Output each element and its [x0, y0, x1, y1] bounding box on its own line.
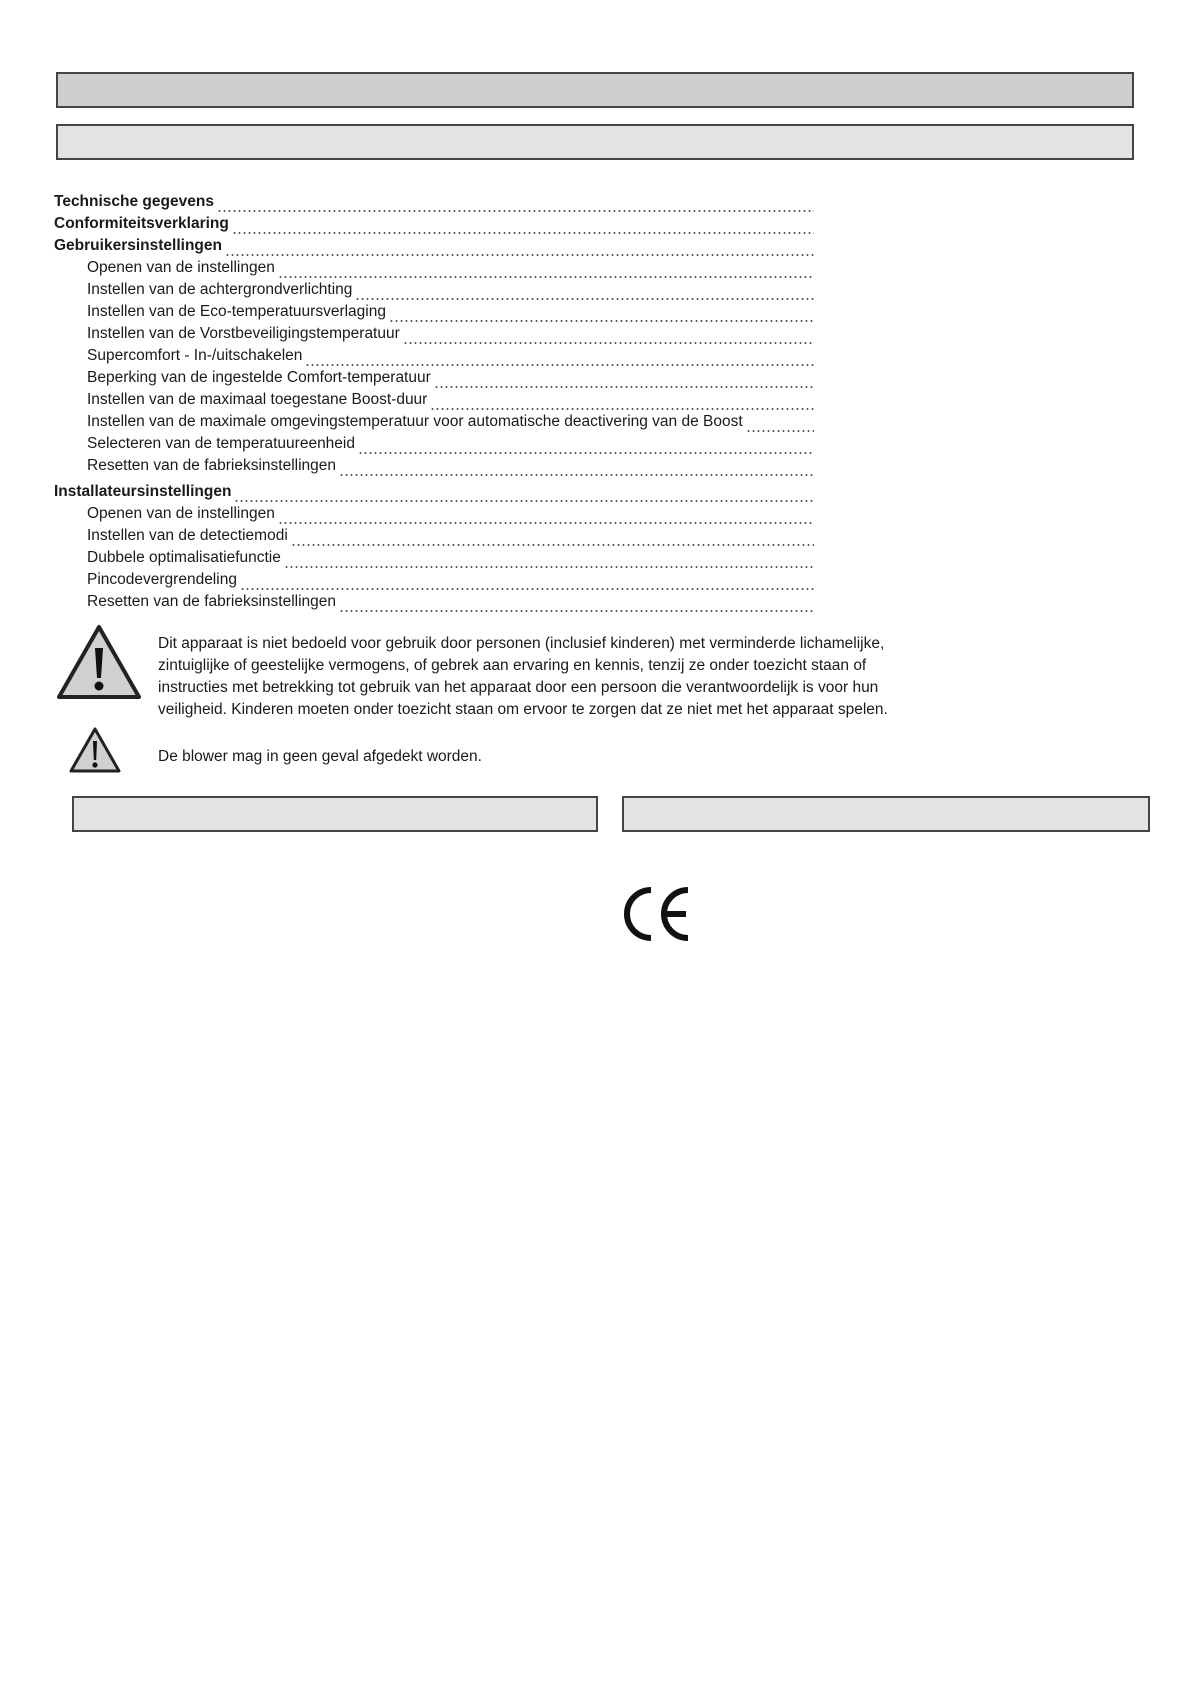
toc-entry-label: Resetten van de fabrieksinstellingen	[87, 457, 337, 474]
toc-entry-label: Technische gegevens	[54, 193, 214, 210]
toc-subsection-entry	[54, 279, 814, 301]
toc-dot-leader	[358, 439, 814, 455]
toc-dot-leader	[355, 285, 814, 301]
toc-entry-label: Instellen van de achtergrondverlichting	[87, 281, 353, 298]
section-bar-technical-data	[72, 796, 598, 832]
toc-dot-leader	[403, 329, 814, 345]
toc-entry-label: Instellen van de maximale omgevingstemperatuur voor automatische deactivering van de Boost	[87, 413, 743, 430]
toc-subsection-entry	[54, 345, 814, 367]
section-bar-declaration	[622, 796, 1150, 832]
toc-entry-label: Instellen van de detectiemodi	[87, 527, 288, 544]
warning-triangle-icon	[68, 726, 122, 774]
header-bar-top	[56, 72, 1134, 108]
toc-subsection-entry	[54, 433, 814, 455]
toc-subsection-entry	[54, 569, 814, 591]
toc-entry-label: Resetten van de fabrieksinstellingen	[87, 593, 337, 610]
toc-entry-label: Installateursinstellingen	[54, 483, 232, 500]
toc-dot-leader	[225, 241, 814, 257]
toc-subsection-entry	[54, 301, 814, 323]
toc-entry-label: Dubbele optimalisatiefunctie	[87, 549, 281, 566]
toc-dot-leader	[305, 351, 814, 367]
toc-entry-label: Instellen van de maximaal toegestane Boost-duur	[87, 391, 428, 408]
toc-dot-leader	[339, 461, 814, 477]
toc-dot-leader	[278, 509, 814, 525]
toc-dot-leader	[389, 307, 814, 323]
toc-section-entry	[54, 213, 814, 235]
toc-entry-label: Conformiteitsverklaring	[54, 215, 229, 232]
toc-dot-leader	[746, 417, 814, 433]
toc-dot-leader	[232, 219, 814, 235]
toc-entry-label: Selecteren van de temperatuureenheid	[87, 435, 355, 452]
toc-subsection-entry	[54, 455, 814, 477]
toc-dot-leader	[339, 597, 814, 613]
toc-entry-label: Supercomfort - In-/uitschakelen	[87, 347, 303, 364]
toc-entry-label: Gebruikersinstellingen	[54, 237, 222, 254]
warning-text-blower: De blower mag in geen geval afgedekt worden.	[158, 748, 482, 765]
toc-dot-leader	[284, 553, 814, 569]
ce-mark-icon	[620, 884, 692, 944]
table-of-contents	[54, 191, 814, 613]
header-bar-contents	[56, 124, 1134, 160]
toc-subsection-entry	[54, 525, 814, 547]
toc-entry-label: Instellen van de Eco-temperatuursverlaging	[87, 303, 386, 320]
toc-subsection-entry	[54, 257, 814, 279]
toc-subsection-entry	[54, 323, 814, 345]
warning-text-usage: Dit apparaat is niet bedoeld voor gebruik door personen (inclusief kinderen) met verminderde lichamelijke, zintuiglijke of geestelijke vermogens, of gebrek aan ervaring en kennis, tenzij ze onder toezicht staan of instructies met betrekking tot gebruik van het apparaat door een persoon die verantwoordelijk is voor hun veiligheid. Kinderen moeten onder toezicht staan om ervoor te zorgen dat ze niet met het apparaat spelen.	[158, 635, 888, 718]
toc-entry-label: Instellen van de Vorstbeveiligingstemperatuur	[87, 325, 400, 342]
toc-subsection-entry	[54, 367, 814, 389]
toc-entry-label: Beperking van de ingestelde Comfort-temperatuur	[87, 369, 431, 386]
toc-section-entry	[54, 481, 814, 503]
toc-dot-leader	[240, 575, 814, 591]
toc-section-entry	[54, 191, 814, 213]
toc-dot-leader	[217, 197, 814, 213]
toc-subsection-entry	[54, 503, 814, 525]
toc-section-entry	[54, 235, 814, 257]
toc-entry-label: Openen van de instellingen	[87, 505, 275, 522]
toc-dot-leader	[430, 395, 814, 411]
toc-subsection-entry	[54, 591, 814, 613]
toc-subsection-entry	[54, 547, 814, 569]
toc-subsection-entry	[54, 389, 814, 411]
toc-dot-leader	[291, 531, 814, 547]
toc-entry-label: Pincodevergrendeling	[87, 571, 237, 588]
toc-dot-leader	[234, 487, 814, 503]
toc-entry-label: Openen van de instellingen	[87, 259, 275, 276]
toc-dot-leader	[434, 373, 814, 389]
toc-subsection-entry	[54, 411, 814, 433]
toc-dot-leader	[278, 263, 814, 279]
warning-triangle-icon	[56, 624, 142, 700]
